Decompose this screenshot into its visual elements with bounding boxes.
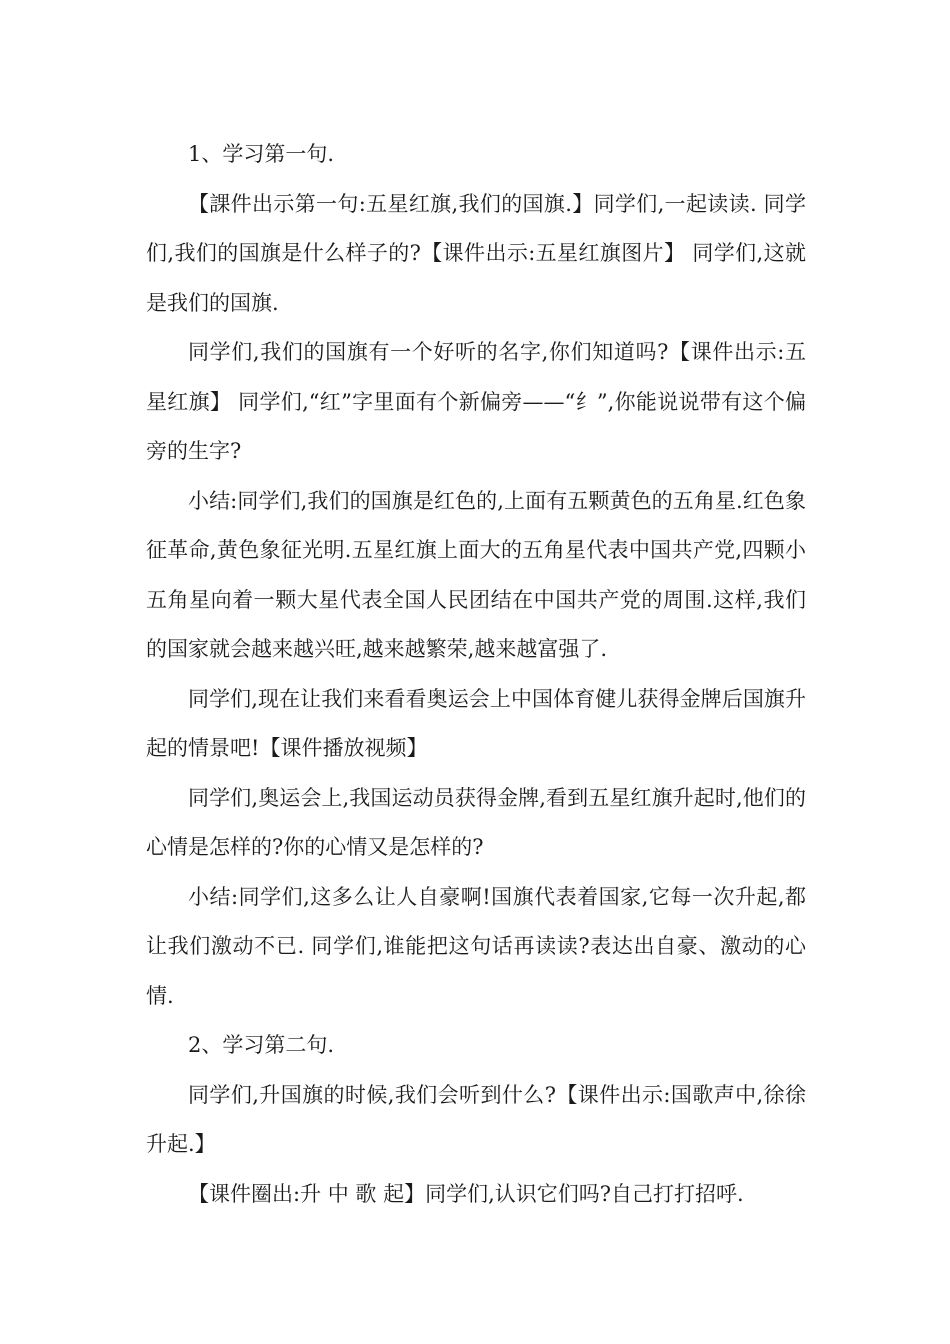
paragraph: 【課件出示第一句:五星红旗,我们的国旗.】同学们,一起读读. 同学们,我们的国旗是什么样子的?【课件出示:五星红旗图片】 同学们,这就是我们的国旗. [146, 191, 806, 315]
paragraph: 同学们,现在让我们来看看奥运会上中国体育健儿获得金牌后国旗升起的情景吧!【课件播放视频】 [146, 686, 806, 760]
paragraph: 同学们,奥运会上,我国运动员获得金牌,看到五星红旗升起时,他们的心情是怎样的?你的心情又是怎样的? [146, 785, 806, 859]
paragraph: 小结:同学们,这多么让人自豪啊!国旗代表着国家,它每一次升起,都让我们激动不已. 同学们,谁能把这句话再读读?表达出自豪、激动的心情. [146, 884, 806, 1008]
paragraph: 小结:同学们,我们的国旗是红色的,上面有五颗黄色的五角星.红色象征革命,黄色象征光明.五星红旗上面大的五角星代表中国共产党,四颗小五角星向着一颗大星代表全国人民团结在中国共产党的周围.这样,我们的国家就会越来越兴旺,越来越繁荣,越来越富强了. [146, 488, 806, 661]
paragraph: 2、学习第二句. [188, 1033, 335, 1057]
paragraph: 同学们,我们的国旗有一个好听的名字,你们知道吗?【课件出示:五星红旗】 同学们,“红”字里面有个新偏旁——“纟”,你能说说带有这个偏旁的生字? [146, 340, 806, 463]
paragraph: 1、学习第一句. [188, 142, 335, 166]
document-body [146, 130, 806, 1219]
paragraph: 同学们,升国旗的时候,我们会听到什么?【课件出示:国歌声中,徐徐升起.】 [146, 1082, 806, 1156]
paragraph: 【课件圈出:升 中 歌 起】同学们,认识它们吗?自己打打招呼. [188, 1181, 744, 1206]
